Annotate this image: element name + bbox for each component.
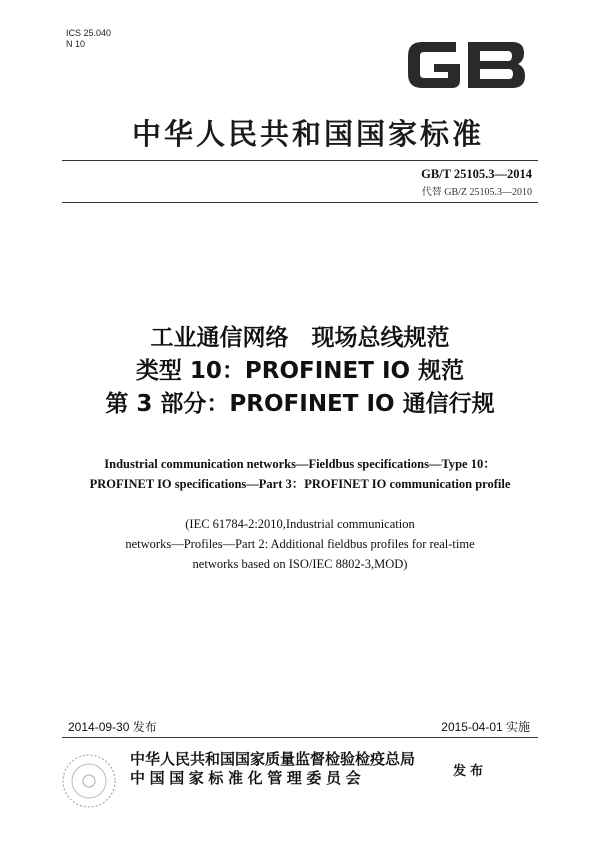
adoption-note <box>40 514 560 574</box>
english-title-line: Industrial communication networks—Fieldbus specifications—Type 10： <box>104 457 496 471</box>
publish-date: 2014-09-30 发布 <box>68 720 157 734</box>
classification-codes <box>66 28 111 50</box>
divider-top <box>62 160 538 161</box>
english-title-line: PROFINET IO specifications—Part 3：PROFINET IO communication profile <box>89 477 511 491</box>
issuing-authorities <box>130 750 415 788</box>
standard-number-block <box>421 167 532 198</box>
adoption-note-line: networks—Profiles—Part 2: Additional fieldbus profiles for real-time <box>125 537 475 551</box>
adoption-note-line: (IEC 61784-2:2010,Industrial communication <box>185 517 415 531</box>
standard-title: 中华人民共和国国家标准 <box>131 117 484 151</box>
english-title <box>40 454 560 494</box>
standard-number: GB/T 25105.3—2014 <box>421 167 532 181</box>
ics-code: ICS 25.040 <box>66 28 112 38</box>
divider-bottom <box>62 737 538 738</box>
chinese-title-line: 工业通信网络 现场总线规范 <box>150 325 450 351</box>
chinese-title-line: 类型 10：PROFINET IO 规范 <box>135 358 465 384</box>
gb-logo <box>402 34 530 94</box>
implement-date: 2015-04-01 实施 <box>441 720 530 734</box>
adoption-note-line: networks based on ISO/IEC 8802-3,MOD) <box>192 557 408 571</box>
replaces-standard: 代替 GB/Z 25105.3—2010 <box>421 187 532 198</box>
issuer-line: 中华人民共和国国家质量监督检验检疫总局 <box>130 750 416 768</box>
anti-counterfeit-seal <box>60 752 118 810</box>
divider-middle <box>62 202 538 203</box>
publish-label: 发布 <box>453 764 488 779</box>
chinese-title <box>40 322 560 421</box>
chinese-title-line: 第 3 部分：PROFINET IO 通信行规 <box>105 391 495 417</box>
issuer-line: 中国国家标准化管理委员会 <box>130 769 366 787</box>
ccs-code: N 10 <box>66 39 86 49</box>
